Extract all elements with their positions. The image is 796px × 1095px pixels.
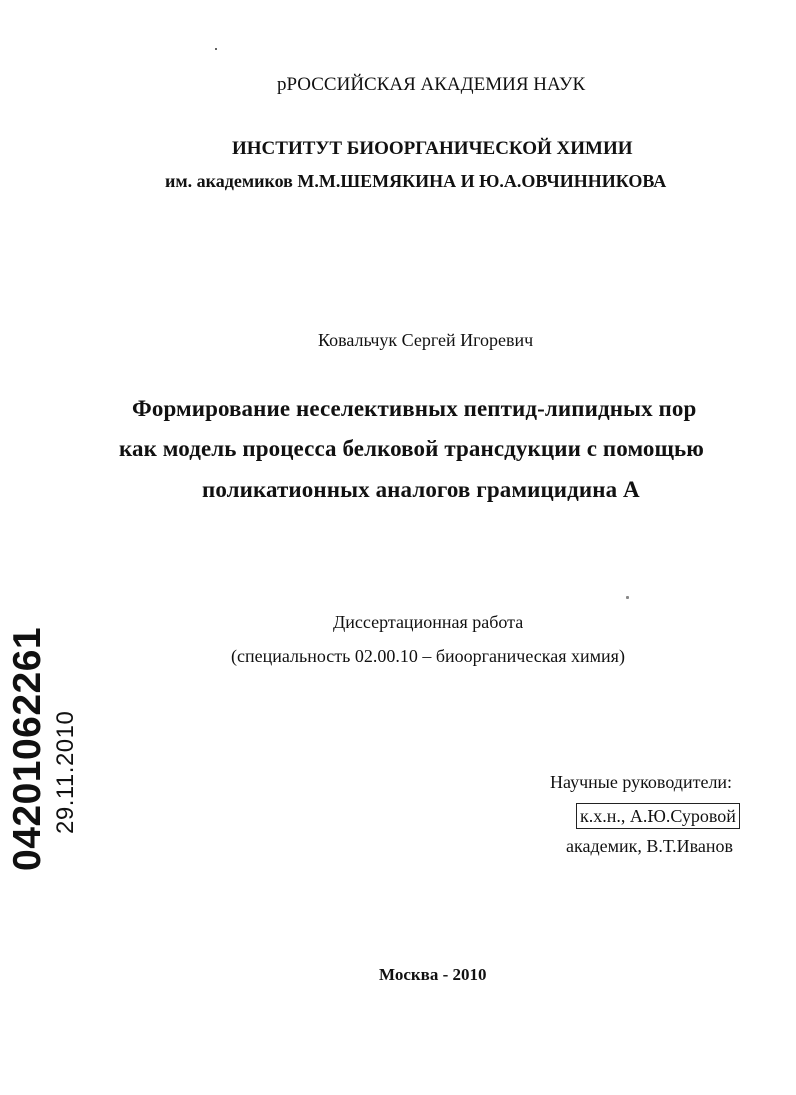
registration-stamp-number: 04201062261 bbox=[6, 626, 49, 871]
supervisor: академик, В.Т.Иванов bbox=[566, 836, 733, 856]
author-name: Ковальчук Сергей Игоревич bbox=[318, 330, 534, 350]
institute-named-after: им. академиков М.М.ШЕМЯКИНА И Ю.А.ОВЧИННИКОВА bbox=[165, 171, 667, 191]
supervisors-label: Научные руководители: bbox=[550, 772, 733, 792]
registration-stamp-date: 29.11.2010 bbox=[52, 710, 79, 834]
institute-name: ИНСТИТУТ БИООРГАНИЧЕСКОЙ ХИМИИ bbox=[232, 138, 633, 159]
scan-speck bbox=[626, 596, 629, 599]
thesis-title-line-3: поликатионных аналогов грамицидина А bbox=[202, 477, 640, 502]
specialty: (специальность 02.00.10 – биоорганическая химия) bbox=[231, 646, 625, 666]
supervisor-boxed: к.х.н., А.Ю.Суровой bbox=[576, 803, 740, 829]
academy-name: рРОССИЙСКАЯ АКАДЕМИЯ НАУК bbox=[277, 74, 586, 95]
thesis-title-line-1: Формирование неселективных пептид-липидных пор bbox=[132, 396, 697, 421]
city-year: Москва - 2010 bbox=[379, 965, 487, 984]
thesis-title-line-2: как модель процесса белковой трансдукции с помощью bbox=[119, 436, 704, 461]
work-type: Диссертационная работа bbox=[333, 612, 524, 632]
scan-speck bbox=[215, 48, 217, 50]
